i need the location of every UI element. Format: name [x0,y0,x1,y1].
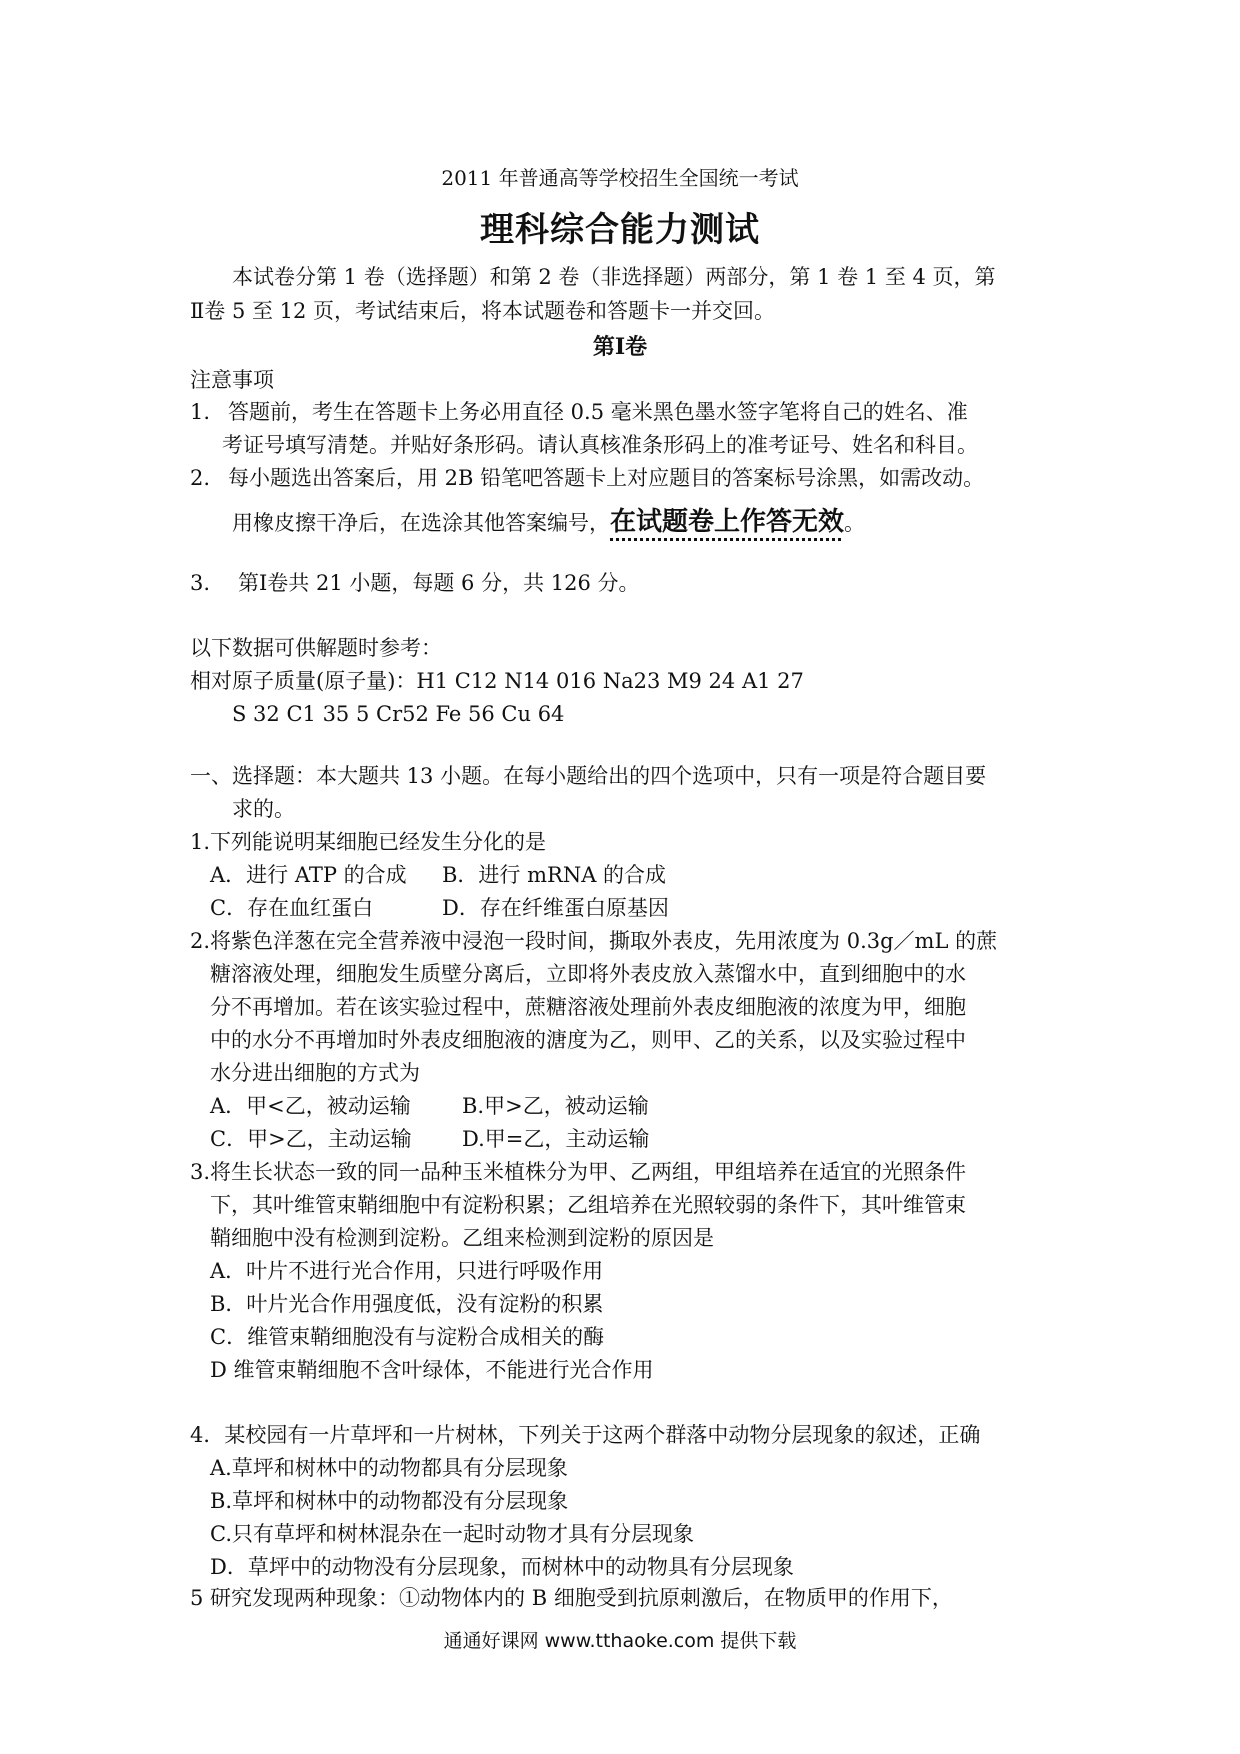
section-heading-line-1: 一、选择题：本大题共 13 小题。在每小题给出的四个选项中，只有一项是符合题目要 [190,764,987,788]
question-5-line-1: 5 研究发现两种现象：①动物体内的 B 细胞受到抗原刺激后，在物质甲的作用下， [190,1586,953,1610]
question-1-option-b: B．进行 mRNA 的合成 [442,863,667,887]
paper-title: 理科综合能力测试 [480,210,760,250]
question-3-line-2: 下，其叶维管束鞘细胞中有淀粉积累；乙组培养在光照较弱的条件下，其叶维管束 [210,1193,966,1217]
question-4-option-c: C.只有草坪和树林混杂在一起时动物才具有分层现象 [210,1522,694,1546]
question-2-option-b: B.甲>乙，被动运输 [462,1094,649,1118]
question-3-line-3: 鞘细胞中没有检测到淀粉。乙组来检测到淀粉的原因是 [210,1226,714,1250]
notice-item-2-end: 。 [844,511,866,535]
question-1-option-d: D．存在纤维蛋白原基因 [442,896,669,920]
question-4-option-d: D．草坪中的动物没有分层现象，而树林中的动物具有分层现象 [210,1555,794,1579]
question-2-option-d: D.甲=乙，主动运输 [462,1127,650,1151]
notice-item-1-number: 1. [190,400,211,424]
question-1-stem: 1.下列能说明某细胞已经发生分化的是 [190,830,547,854]
question-4-stem: 4．某校园有一片草坪和一片树林，下列关于这两个群落中动物分层现象的叙述，正确 [190,1423,981,1447]
notice-item-2-line-2 [232,507,865,538]
section-heading-line-2: 求的。 [232,797,295,821]
question-4-option-a: A.草坪和树林中的动物都具有分层现象 [210,1456,568,1480]
notice-item-3-text: 第Ⅰ卷共 21 小题，每题 6 分，共 126 分。 [238,571,640,595]
exam-title: 2011 年普通高等学校招生全国统一考试 [441,166,799,190]
notice-item-1-line-2: 考证号填写清楚。并贴好条形码。请认真核准条形码上的准考证号、姓名和科目。 [222,433,978,457]
reference-intro: 以下数据可供解题时参考： [190,636,442,660]
question-2-line-5: 水分进出细胞的方式为 [210,1061,420,1085]
question-3-option-d: D 维管束鞘细胞不含叶绿体，不能进行光合作用 [210,1358,654,1382]
notice-item-2-line-1: 每小题选出答案后，用 2B 铅笔吧答题卡上对应题目的答案标号涂黑，如需改动。 [228,466,985,490]
intro-line-2: Ⅱ卷 5 至 12 页，考试结束后，将本试题卷和答题卡一并交回。 [190,299,776,323]
question-2-line-2: 糖溶液处理，细胞发生质壁分离后，立即将外表皮放入蒸馏水中，直到细胞中的水 [210,962,966,986]
notice-item-2-number: 2. [190,466,211,490]
notice-item-2-text: 用橡皮擦干净后，在选涂其他答案编号， [232,511,610,535]
question-1-option-a: A．进行 ATP 的合成 [210,863,407,887]
question-2-option-a: A．甲<乙，被动运输 [210,1094,411,1118]
page-footer: 通通好课网 www.tthaoke.com 提供下载 [443,1630,797,1652]
question-2-line-4: 中的水分不再增加时外表皮细胞液的溏度为乙，则甲、乙的关系，以及实验过程中 [210,1028,966,1052]
question-3-option-b: B．叶片光合作用强度低，没有淀粉的积累 [210,1292,604,1316]
question-1-option-c: C．存在血红蛋白 [210,896,374,920]
question-2-option-c: C．甲>乙，主动运输 [210,1127,412,1151]
notice-item-3-number: 3. [190,571,211,595]
question-2-line-3: 分不再增加。若在该实验过程中，蔗糖溶液处理前外表皮细胞液的浓度为甲，细胞 [210,995,966,1019]
volume-heading: 第Ⅰ卷 [592,334,648,360]
atomic-mass-line-1: 相对原子质量(原子量)：H1 C12 N14 016 Na23 M9 24 A1 27 [190,669,804,693]
question-4-option-b: B.草坪和树林中的动物都没有分层现象 [210,1489,569,1513]
atomic-mass-line-2: S 32 C1 35 5 Cr52 Fe 56 Cu 64 [232,702,565,726]
notice-title: 注意事项 [190,368,274,392]
notice-item-1-line-1: 答题前，考生在答题卡上务必用直径 0.5 毫米黑色墨水签字笔将自己的姓名、准 [228,400,968,424]
question-3-option-c: C．维管束鞘细胞没有与淀粉合成相关的酶 [210,1325,605,1349]
intro-line-1: 本试卷分第 1 卷（选择题）和第 2 卷（非选择题）两部分，第 1 卷 1 至 4 页，第 [232,265,996,289]
question-3-line-1: 3.将生长状态一致的同一品种玉米植株分为甲、乙两组，甲组培养在适宜的光照条件 [190,1160,967,1184]
question-2-line-1: 2.将紫色洋葱在完全营养液中浸泡一段时间，撕取外表皮，先用浓度为 0.3g／mL 的蔗 [190,929,998,953]
question-3-option-a: A．叶片不进行光合作用，只进行呼吸作用 [210,1259,604,1283]
notice-emphasis: 在试题卷上作答无效 [610,507,845,537]
